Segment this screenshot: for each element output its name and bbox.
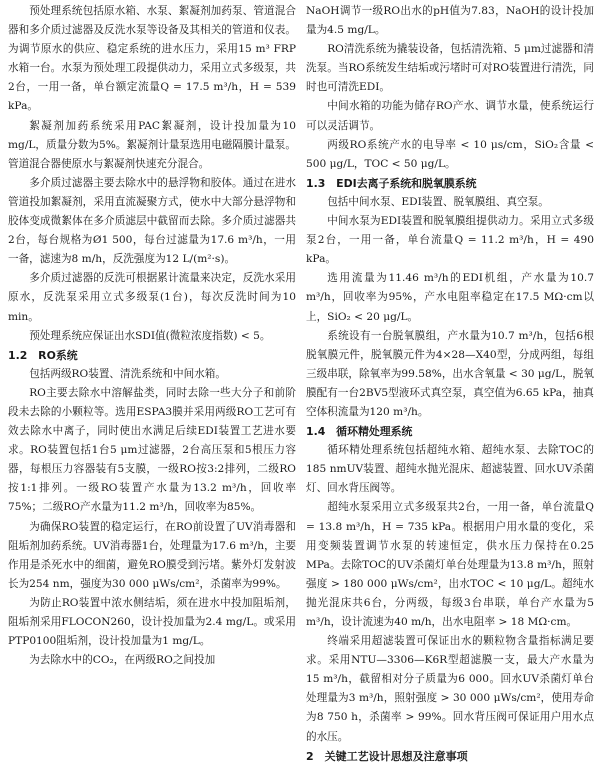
left-paragraph-6: 包括两级RO装置、清洗系统和中间水箱。: [29, 367, 226, 380]
right-section-heading-9: 1.4 循环精处理系统: [306, 425, 413, 439]
left-paragraph-9: 为防止RO装置中浓水侧结垢，须在进水中投加阻垢剂，阻垢剂采用FLOCON260，设计投加量为2.4 mg/L。或采用PTP0100阻垢剂，设计投加量为1 mg/L。: [8, 596, 296, 648]
right-paragraph-11: 超纯水泵采用立式多级泵共2台，一用一备，单台流量Q = 13.8 m³/h，H = 735 kPa。根据用户用水量的变化，采用变频装置调节水泵的转速恒定，供水压力保持在0.25 MPa。去除TOC的UV杀菌灯单台处理量为13.8 m³/h，照射强度 > 180 000 μWs/cm²，出水TOC < 10 μg/L。超纯水抛光混床共6台，分两级，每级3台串联，单台产水量为5 m³/h，设计流速为40 m/h，出水电阻率 > 18 MΩ·cm。: [306, 501, 594, 628]
right-paragraph-5: 包括中间水泵、EDI装置、脱氧膜组、真空泵。: [327, 195, 549, 208]
left-paragraph-2: 多介质过滤器主要去除水中的悬浮物和胶体。通过在进水管道投加絮凝剂，采用直流凝聚方式，使水中大部分悬浮物和胶体变成微絮体在多介质滤层中截留而去除。多介质过滤器共2台，每台规格为Ø1 500，每台过滤量为17.6 m³/h，一用一备，滤速为8 m/h，反洗强度为12 L/(m²·s)。: [8, 176, 296, 266]
right-paragraph-6: 中间水泵为EDI装置和脱氧膜组提供动力。采用立式多级泵2台，一用一备，单台流量Q = 11.2 m³/h，H = 490 kPa。: [306, 215, 594, 266]
right-paragraph-12: 终端采用超滤装置可保证出水的颗粒物含量指标满足要求。采用NTU—3306—K6R型超滤膜一支，最大产水量为15 m³/h，截留相对分子质量为6 000。回水UV杀菌灯单台处理量为3 m³/h，照射强度 > 30 000 μWs/cm²，使用寿命为8 750 h，杀菌率 > 99%。回水背压阀可保证用户用水点的水压。: [306, 635, 594, 743]
right-paragraph-0: NaOH调节一级RO出水的pH值为7.83，NaOH的设计投加量为4.5 mg/L。: [306, 5, 594, 37]
right-column: [306, 2, 594, 761]
left-paragraph-3: 多介质过滤器的反洗可根据累计流量来决定，反洗水采用原水，反洗泵采用立式多级泵(1台)，每次反洗时间为10 min。: [8, 272, 296, 323]
right-paragraph-3: 两级RO系统产水的电导率 < 10 μs/cm，SiO₂含量 < 500 μg/L，TOC < 50 μg/L。: [306, 138, 594, 170]
right-paragraph-10: 循环精处理系统包括超纯水箱、超纯水泵、去除TOC的185 nmUV装置、超纯水抛光混床、超滤装置、回水UV杀菌灯、回水背压阀等。: [306, 444, 594, 495]
right-paragraph-2: 中间水箱的功能为储存RO产水、调节水量，使系统运行可以灵活调节。: [306, 100, 594, 132]
right-paragraph-1: RO清洗系统为撬装设备，包括清洗箱、5 μm过滤器和清洗泵。当RO系统发生结垢或污堵时可对RO装置进行清洗，同时也可清洗EDI。: [306, 43, 594, 94]
left-paragraph-4: 预处理系统应保证出水SDI值(微粒浓度指数) < 5。: [29, 329, 271, 342]
left-column: [8, 2, 296, 761]
left-section-heading-5: 1.2 RO系统: [8, 348, 78, 362]
right-paragraph-7: 选用流量为11.46 m³/h的EDI机组，产水量为10.7 m³/h，回收率为95%，产水电阻率稳定在17.5 MΩ·cm以上，SiO₂ < 20 μg/L。: [306, 272, 594, 323]
left-paragraph-10: 为去除水中的CO₂，在两级RO之间投加: [29, 654, 216, 667]
left-paragraph-1: 絮凝剂加药系统采用PAC絮凝剂，设计投加量为10 mg/L，质量分数为5%。絮凝剂计量泵选用电磁隔膜计量泵。管道混合器使原水与絮凝剂快速充分混合。: [8, 119, 296, 170]
right-section-heading-4: 1.3 EDI去离子系统和脱氧膜系统: [306, 176, 477, 190]
left-paragraph-8: 为确保RO装置的稳定运行，在RO前设置了UV消毒器和阻垢剂加药系统。UV消毒器1台，处理量为17.6 m³/h，主要作用是杀死水中的细菌，避免RO膜受到污堵。紫外灯发射波长为254 nm，强度为30 000 μWs/cm²，杀菌率为99%。: [8, 520, 296, 590]
right-paragraph-8: 系统设有一台脱氧膜组，产水量为10.7 m³/h，包括6根脱氧膜元件，脱氧膜元件为4×28—X40型，分成两组，每组三级串联，除氧率为99.58%，出水含氧量 < 30 μg/L，脱氧膜配有一台2BV5型液环式真空泵，真空值为6.65 kPa，抽真空体积流量为120 m³/h。: [306, 329, 594, 418]
right-chapter-heading-13: 2 关键工艺设计思想及注意事项: [306, 749, 468, 763]
left-paragraph-0: 预处理系统包括原水箱、水泵、絮凝剂加药泵、管道混合器和多介质过滤器及反洗水泵等设备及其相关的管道和仪表。为调节原水的供应、稳定系统的进水压力，采用15 m³ FRP水箱一台。水泵为预处理工段提供动力，采用立式多级泵，共2台，一用一备，单台额定流量Q = 17.5 m³/h，H = 539 kPa。: [8, 5, 296, 113]
left-paragraph-7: RO主要去除水中溶解盐类，同时去除一些大分子和前阶段未去除的小颗粒等。选用ESPA3膜并采用两级RO工艺可有效去除水中离子，同时使出水满足后续EDI装置工艺进水要求。RO装置包括1台5 μm过滤器，2台高压泵和5根压力容器，每根压力容器装有5支膜，一级RO按3:2排列，二级RO按1:1排列。一级RO装置产水量为13.2 m³/h，回收率75%；二级RO产水量为11.2 m³/h，回收率为85%。: [8, 386, 296, 514]
